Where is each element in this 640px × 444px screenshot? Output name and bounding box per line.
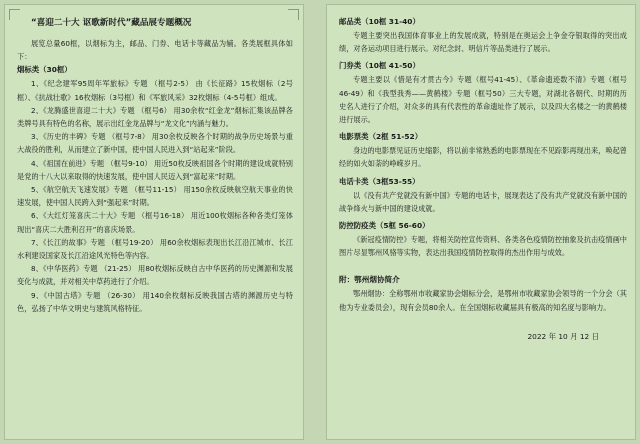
section-heading-stamps: 邮品类（10框 31-40） [339,17,420,26]
list-item: 9、《中国古塔》专题 （26-30） 用140余枚烟标反映我国古塔的渊源历史与特色，弘扬了中华文明史与建筑风格特征。 [17,290,293,313]
section-body: 身边的电影票见证历史缩影，将以前非常熟悉的电影票现在不见踪影再现出来，唤起曾经的如火如荼的峥嵘岁月。 [339,146,627,169]
section-heading-tickets: 门券类（10框 41-50） [339,61,420,71]
section-body: 专题主要以《惜是有才贯古今》专题（框号41-45）、《革命遗迹数不清》专题（框号46-49）和《我型我秀——黄鹤楼》专题（框号50）三大专题，对湖北各朝代、时期的历史名人进行了介绍，对众多的具有代表性的革命遗址作了展示，以及四大名楼之一的黄鹤楼进行展示。 [339,75,627,125]
page-right [326,4,636,440]
section-heading-movie-tickets: 电影票类（2框 51-52） [339,132,423,142]
document-title: “喜迎二十大 讴歌新时代”藏品展专题概况 [31,18,192,28]
document-date: 2022 年 10 月 12 日 [527,331,599,341]
page-corner-mark [9,9,20,20]
section-body: 以《没有共产党就没有新中国》专题的电话卡，展现表达了没有共产党就没有新中国的战争烽火与新中国的建设成就。 [339,190,627,213]
list-item: 2、《龙腾盛世喜迎二十大》专题 （框号6） 用30余枚“红金龙”烟标汇集该品牌各类牌号具有特色的名称，展示出红金龙品牌与“龙文化”内涵与魅力。 [17,105,293,129]
intro-paragraph: 展览总量60框，以烟标为主，邮品、门券、电话卡等藏品为辅。各类展框具体如下： [17,39,293,62]
list-item: 5、《航空航天飞速发展》专题 （框号11-15） 用150余枚反映航空航天事业的快速发展，使中国人民跨入到“强起来”时期。 [17,185,293,208]
list-item: 3、《历史的丰碑》专题 （框号7-8） 用30余枚反映各个时期的战争历史场景与重大战役的胜利，从而建立了新中国，使中国人民进入到“站起来”阶段。 [17,132,293,155]
appendix-heading: 附：鄂州烟协简介 [339,275,400,285]
list-item: 8、《中华医药》专题 （21-25） 用80枚烟标反映自古中华医药的历史渊源和发展变化与成就，并对相关中草药进行了介绍。 [17,264,293,287]
list-item: 1、《纪念建军95周年军旅标》专题 （框号2-5） 由《长征路》15枚烟标（2号框）、《抗战壮歌》16枚烟标（3号框）和《军旅风采》32枚烟标（4-5号框）组成。 [17,79,293,102]
list-item: 6、《大红灯笼喜庆二十大》专题 （框号16-18） 用近100枚烟标各种各类灯笼体现出“喜庆二大胜利召开”的喜庆场景。 [17,211,293,234]
list-item: 4、《祖国在前进》专题 （框号9-10） 用近50枚反映祖国各个时期的建设成就特别是党的十八大以来取得的快速发展，使中国人民迈入到“富起来”时期。 [17,158,293,181]
list-item: 7、《长江的故事》专题 （框号19-20） 用60余枚烟标表现出长江沿江城市、长江水利建设国家及长江沿途风光特色等内容。 [17,237,293,261]
page-corner-mark [288,9,299,20]
page-left [4,4,304,440]
appendix-body: 鄂州烟协：全称鄂州市收藏家协会烟标分会，是鄂州市收藏家协会领导的一个分会（其他为专业委员会），现有会员80余人。在全国烟标收藏届具有极高的知名度与影响力。 [339,289,627,312]
section-heading-cigarette-labels: 烟标类（30框） [17,65,72,75]
section-body: 专题主要突出我国体育事业上的发展成就，特别是在奥运会上争金夺银取得的突出成绩，对各运动项目进行展示。对纪念封、明信片等品类进行了展示。 [339,31,627,54]
section-body: 《新冠疫情防控》专题，将相关防控宣传资料、各类各色疫情防控抽象及抗击疫情画中图片尽显鄂州风骆等实物，表达出我国疫情防控取得的杰出作用与成效。 [339,235,627,258]
section-heading-epidemic: 防控防疫类（5框 56-60） [339,221,430,231]
section-heading-phone-cards: 电话卡类（3框53-55） [339,176,420,186]
